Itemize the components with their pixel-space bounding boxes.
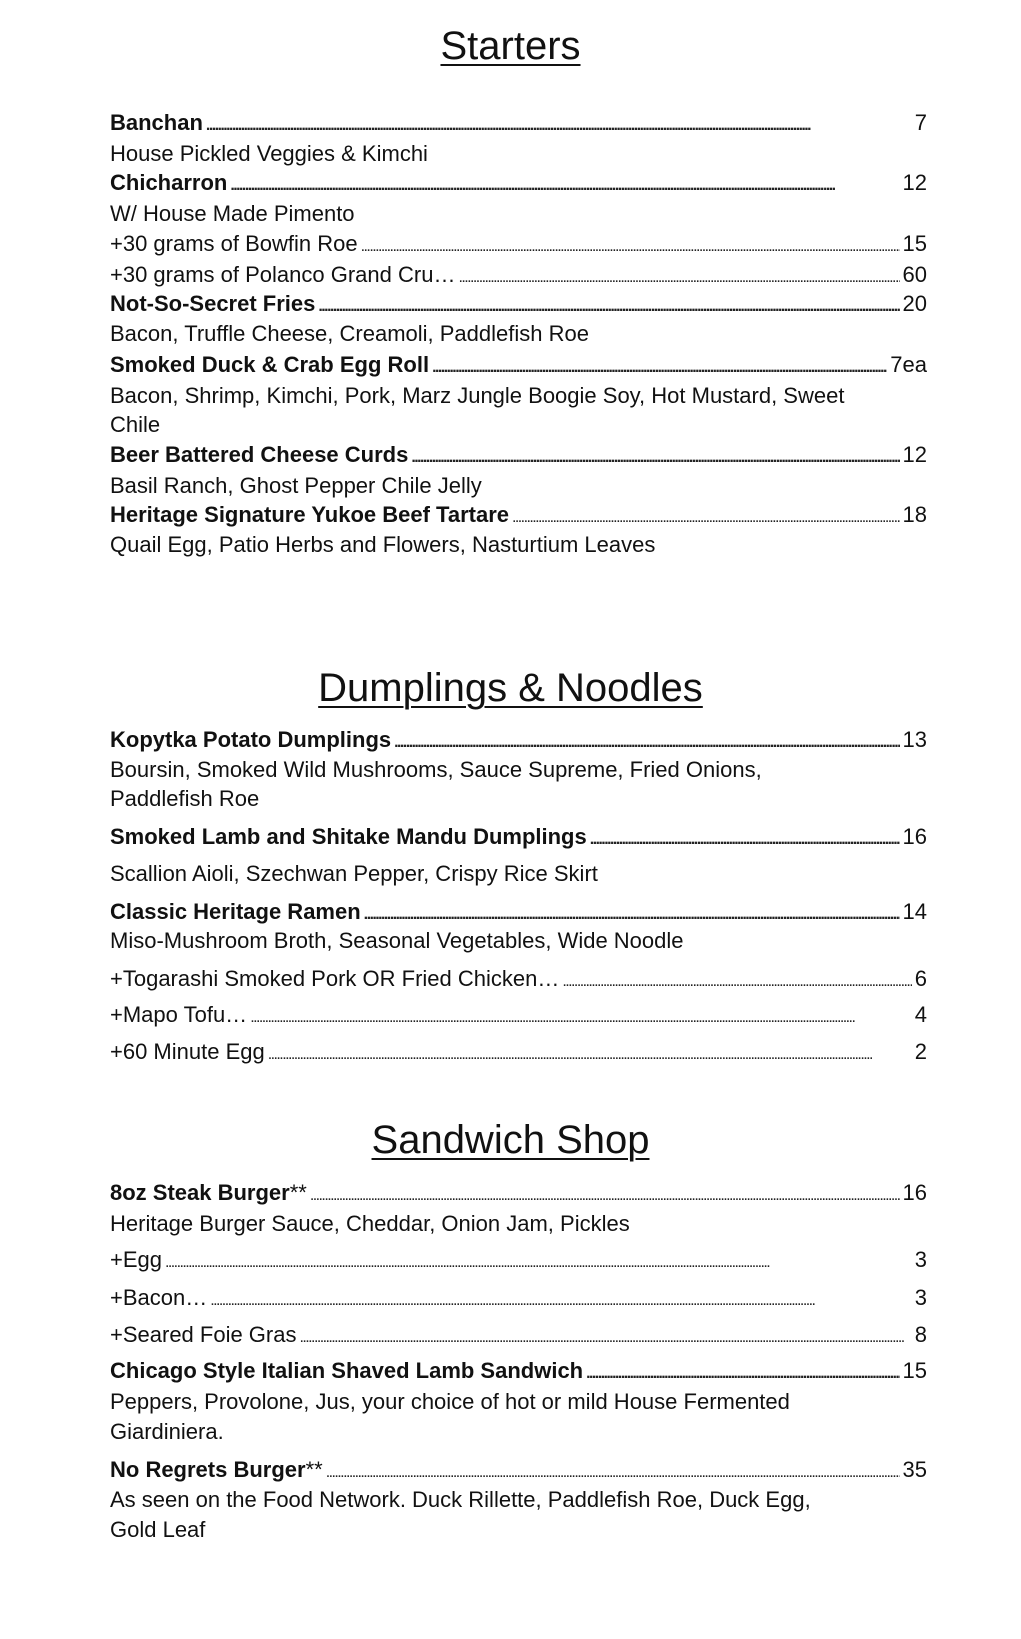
dot-leader bbox=[318, 292, 899, 319]
dot-leader bbox=[230, 171, 899, 198]
menu-item-kopytka bbox=[110, 725, 927, 755]
item-name: +30 grams of Bowfin Roe bbox=[110, 231, 358, 256]
dot-leader bbox=[411, 443, 899, 470]
item-description: Miso-Mushroom Broth, Seasonal Vegetables, Wide Noodle bbox=[110, 928, 684, 953]
item-name: No Regrets Burger bbox=[110, 1457, 306, 1482]
item-price: 6 bbox=[914, 966, 927, 991]
dot-leader bbox=[268, 1040, 912, 1067]
dot-leader bbox=[364, 900, 900, 927]
item-price: 12 bbox=[902, 442, 927, 467]
dot-leader bbox=[210, 1286, 912, 1313]
dot-leader bbox=[432, 353, 887, 380]
menu-item-fries bbox=[110, 289, 927, 319]
item-price: 20 bbox=[902, 291, 927, 316]
item-price: 8 bbox=[914, 1322, 927, 1347]
item-price: 7 bbox=[914, 110, 927, 135]
item-price: 12 bbox=[902, 170, 927, 195]
item-price: 3 bbox=[914, 1247, 927, 1272]
item-name: Smoked Lamb and Shitake Mandu Dumplings bbox=[110, 824, 587, 849]
item-name: Beer Battered Cheese Curds bbox=[110, 442, 409, 467]
item-price: 3 bbox=[914, 1285, 927, 1310]
item-price: 4 bbox=[914, 1002, 927, 1027]
dumplings-heading: Dumplings & Noodles bbox=[318, 666, 703, 710]
dot-leader bbox=[458, 263, 899, 290]
item-description: Heritage Burger Sauce, Cheddar, Onion Jam, Pickles bbox=[110, 1211, 630, 1236]
menu-item-tartare bbox=[110, 500, 927, 530]
item-name: 8oz Steak Burger bbox=[110, 1180, 290, 1205]
starters-heading: Starters bbox=[440, 24, 581, 68]
item-name: Not-So-Secret Fries bbox=[110, 291, 316, 316]
item-description: Basil Ranch, Ghost Pepper Chile Jelly bbox=[110, 473, 482, 498]
item-price: 13 bbox=[902, 727, 927, 752]
item-name: Chicago Style Italian Shaved Lamb Sandwich bbox=[110, 1358, 584, 1383]
menu-item-banchan bbox=[110, 108, 927, 138]
sandwich-heading: Sandwich Shop bbox=[371, 1118, 650, 1162]
menu-item-chicharron bbox=[110, 168, 927, 198]
item-description: As seen on the Food Network. Duck Rillette, Paddlefish Roe, Duck Egg, bbox=[110, 1487, 811, 1512]
menu-item-lamb-sandwich bbox=[110, 1356, 927, 1386]
item-name-suffix: ** bbox=[289, 1180, 307, 1205]
item-name: Smoked Duck & Crab Egg Roll bbox=[110, 352, 430, 377]
item-name: +Seared Foie Gras bbox=[110, 1322, 297, 1347]
menu-addon-foie-gras bbox=[110, 1320, 927, 1350]
menu-item-steak-burger bbox=[110, 1178, 927, 1208]
item-name: +60 Minute Egg bbox=[110, 1039, 265, 1064]
menu-item-egg-roll bbox=[110, 350, 927, 380]
item-price: 16 bbox=[902, 824, 927, 849]
dot-leader bbox=[326, 1458, 900, 1485]
item-name: +Egg bbox=[110, 1247, 162, 1272]
item-name-wrap bbox=[110, 1455, 323, 1485]
menu-addon-togarashi bbox=[110, 964, 927, 994]
item-description: Chile bbox=[110, 412, 161, 437]
item-description: Bacon, Truffle Cheese, Creamoli, Paddlefish Roe bbox=[110, 321, 589, 346]
item-description: House Pickled Veggies & Kimchi bbox=[110, 141, 428, 166]
item-description: Peppers, Provolone, Jus, your choice of hot or mild House Fermented bbox=[110, 1389, 790, 1414]
menu-item-cheese-curds bbox=[110, 440, 927, 470]
item-price: 2 bbox=[914, 1039, 927, 1064]
item-price: 15 bbox=[902, 231, 927, 256]
item-price: 18 bbox=[902, 502, 927, 527]
dot-leader bbox=[310, 1181, 900, 1208]
item-name: +Mapo Tofu… bbox=[110, 1002, 248, 1027]
item-description: Gold Leaf bbox=[110, 1517, 206, 1542]
item-description: Boursin, Smoked Wild Mushrooms, Sauce Supreme, Fried Onions, bbox=[110, 757, 762, 782]
item-name: Classic Heritage Ramen bbox=[110, 899, 361, 924]
dot-leader bbox=[250, 1003, 912, 1030]
item-description: Scallion Aioli, Szechwan Pepper, Crispy Rice Skirt bbox=[110, 861, 598, 886]
item-name: Banchan bbox=[110, 110, 203, 135]
item-price: 14 bbox=[902, 899, 927, 924]
item-price: 15 bbox=[902, 1358, 927, 1383]
item-name: +Bacon… bbox=[110, 1285, 208, 1310]
dot-leader bbox=[299, 1323, 911, 1350]
dot-leader bbox=[394, 728, 899, 755]
menu-item-ramen bbox=[110, 897, 927, 927]
item-description: Giardiniera. bbox=[110, 1419, 224, 1444]
menu-addon-egg bbox=[110, 1245, 927, 1275]
item-description: W/ House Made Pimento bbox=[110, 201, 355, 226]
item-description: Quail Egg, Patio Herbs and Flowers, Nasturtium Leaves bbox=[110, 532, 656, 557]
menu-item-mandu bbox=[110, 822, 927, 852]
dot-leader bbox=[590, 825, 900, 852]
item-price: 16 bbox=[902, 1180, 927, 1205]
item-name: Kopytka Potato Dumplings bbox=[110, 727, 392, 752]
item-name-wrap bbox=[110, 1178, 307, 1208]
item-description: Paddlefish Roe bbox=[110, 786, 260, 811]
menu-addon-bowfin-roe bbox=[110, 229, 927, 259]
menu-item-no-regrets-burger bbox=[110, 1455, 927, 1485]
dot-leader bbox=[361, 232, 900, 259]
dot-leader bbox=[512, 503, 900, 530]
item-name: +Togarashi Smoked Pork OR Fried Chicken… bbox=[110, 966, 560, 991]
menu-addon-polanco bbox=[110, 260, 927, 290]
item-price: 35 bbox=[902, 1457, 927, 1482]
dot-leader bbox=[165, 1248, 912, 1275]
item-price: 60 bbox=[902, 262, 927, 287]
item-name: Heritage Signature Yukoe Beef Tartare bbox=[110, 502, 509, 527]
menu-addon-bacon bbox=[110, 1283, 927, 1313]
dot-leader bbox=[206, 111, 912, 138]
item-name: Chicharron bbox=[110, 170, 228, 195]
item-name: +30 grams of Polanco Grand Cru… bbox=[110, 262, 456, 287]
item-name-suffix: ** bbox=[305, 1457, 323, 1482]
item-price: 7ea bbox=[890, 352, 927, 377]
dot-leader bbox=[586, 1359, 899, 1386]
item-description: Bacon, Shrimp, Kimchi, Pork, Marz Jungle Boogie Soy, Hot Mustard, Sweet bbox=[110, 383, 845, 408]
menu-addon-60-minute-egg bbox=[110, 1037, 927, 1067]
menu-addon-mapo-tofu bbox=[110, 1000, 927, 1030]
dot-leader bbox=[562, 967, 911, 994]
